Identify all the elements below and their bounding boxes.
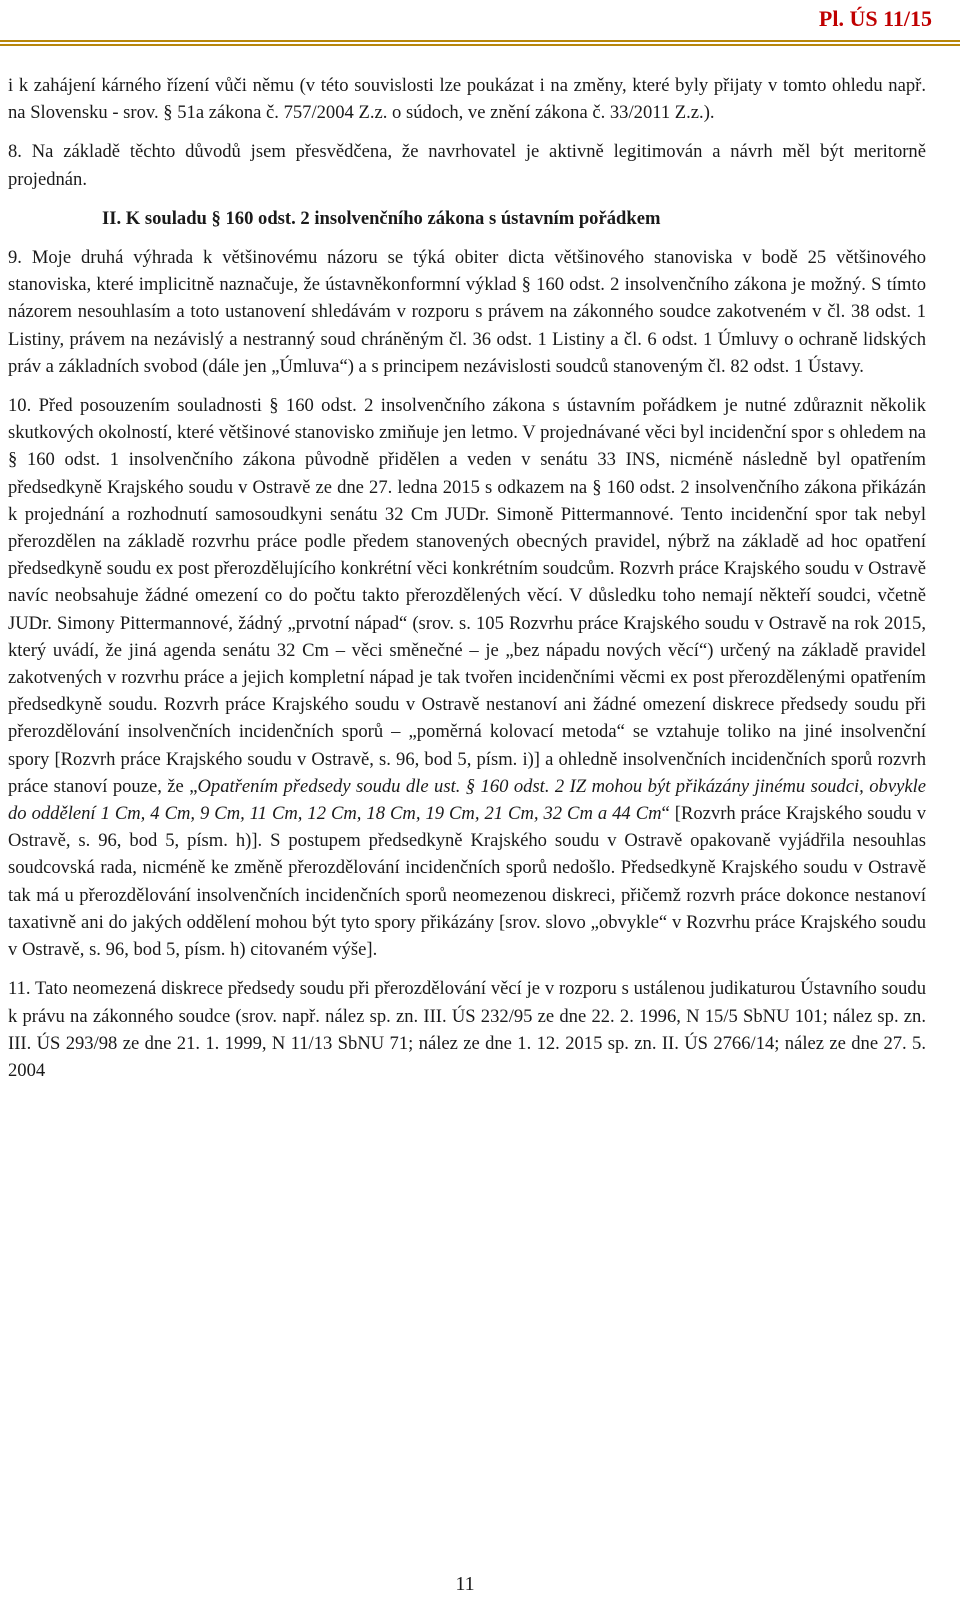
page-number: 11: [455, 1573, 475, 1595]
paragraph-8: 8. Na základě těchto důvodů jsem přesvědčena, že navrhovatel je aktivně legitimován a návrh měl být meritorně projednán.: [8, 141, 926, 190]
paragraph-10-quote-italic: Opatřením předsedy soudu dle ust. § 160 odst. 2 IZ mohou být přikázány jinému soudci, obvykle do oddělení 1 Cm, 4 Cm, 9 Cm, 11 Cm, 12 Cm, 18 Cm, 19 Cm, 21 Cm, 32 Cm a 44 Cm: [8, 775, 926, 825]
paragraph-9: 9. Moje druhá výhrada k většinovému názoru se týká obiter dicta většinového stanoviska v bodě 25 většinového stanoviska, které implicitně naznačuje, že ústavněkonformní výklad § 160 odst. 2 insolvenčního zákona je možný. S tímto názorem nesouhlasím a toto ustanovení shledávám v rozporu s právem na zákonného soudce zakotveném v čl. 38 odst. 1 Listiny, právem na nezávislý a nestranný soud chráněným čl. 36 odst. 1 Listiny a čl. 6 odst. 1 Úmluvy o ochraně lidských práv a základních svobod (dále jen „Úmluva“) a s principem nezávislosti soudců stanoveným čl. 82 odst. 1 Ústavy.: [8, 247, 926, 377]
paragraph-10: [8, 392, 926, 963]
section-heading-ii: II. K souladu § 160 odst. 2 insolvenčního zákona s ústavním pořádkem: [102, 207, 661, 229]
document-body: [8, 72, 926, 1084]
paragraph-continuation: i k zahájení kárného řízení vůči němu (v této souvislosti lze poukázat i na změny, které byly přijaty v tomto ohledu např. na Slovensku - srov. § 51a zákona č. 757/2004 Z.z. o súdoch, ve znění zákona č. 33/2011 Z.z.).: [8, 75, 926, 124]
spacer: [8, 126, 926, 138]
spacer: [8, 380, 926, 392]
spacer: [8, 963, 926, 975]
header-rule: [0, 40, 960, 46]
case-reference: Pl. ÚS 11/15: [818, 6, 932, 31]
paragraph-10-part-a: 10. Před posouzením souladnosti § 160 odst. 2 insolvenčního zákona s ústavním pořádkem je nutné zdůraznit několik skutkových okolností, které většinové stanovisko zmiňuje jen letmo. V projednávané věci byl incidenční spor s ohledem na § 160 odst. 1 insolvenčního zákona původně přidělen a veden v senátu 33 INS, nicméně následně byl opatřením předsedkyně Krajského soudu v Ostravě ze dne 27. ledna 2015 s odkazem na § 160 odst. 2 insolvenčního zákona přikázán k projednání a rozhodnutí samosoudkyni senátu 32 Cm JUDr. Simoně Pittermannové. Tento incidenční spor tak nebyl přerozdělen na základě rozvrhu práce podle předem stanovených obecných pravidel, nýbrž na základě ad hoc opatření předsedkyně soudu ex post přerozdělujícího konkrétní věci konkrétním soudcům. Rozvrh práce Krajského soudu v Ostravě navíc neobsahuje žádné omezení co do počtu takto přerozdělených věcí. V důsledku toho nemají někteří soudci, včetně JUDr. Simony Pittermannové, žádný „prvotní nápad“ (srov. s. 105 Rozvrhu práce Krajského soudu v Ostravě na rok 2015, který uvádí, že jiná agenda senátu 32 Cm – věci směnečné – je „bez nápadu nových věcí“) určený na základě pravidel zakotvených v rozvrhu práce a jejich kompletní nápad je tak tvořen incidenčními věcmi ex post přerozdělenými opatřením předsedkyně soudu. Rozvrh práce Krajského soudu v Ostravě nestanoví ani žádné omezení diskrece předsedy soudu při přerozdělování insolvenčních incidenčních sporů – „poměrná kolovací metoda“ se vztahuje toliko na jiné insolvenční spory [Rozvrh práce Krajského soudu v Ostravě, s. 96, bod 5, písm. i)] a ohledně insolvenčních incidenčních sporů rozvrh práce stanoví pouze, že „: [8, 395, 926, 797]
paragraph-11: 11. Tato neomezená diskrece předsedy soudu při přerozdělování věcí je v rozporu s ustálenou judikaturou Ústavního soudu k právu na zákonného soudce (srov. např. nález sp. zn. III. ÚS 232/95 ze dne 22. 2. 1996, N 15/5 SbNU 101; nález sp. zn. III. ÚS 293/98 ze dne 21. 1. 1999, N 11/13 SbNU 71; nález ze dne 1. 12. 2015 sp. zn. II. ÚS 2766/14; nález ze dne 27. 5. 2004: [8, 978, 926, 1081]
paragraph-10-part-b: “ [Rozvrh práce Krajského soudu v Ostravě, s. 96, bod 5, písm. h)]. S postupem předsedkyně Krajského soudu v Ostravě opakovaně vyjádřila nesouhlas soudcovská rada, nicméně ke změně přerozdělování incidenčních sporů nedošlo. Předsedkyně Krajského soudu v Ostravě tak má u přerozdělování insolvenčních incidenčních sporů neomezenou diskreci, přičemž rozvrh práce dokonce nestanoví taxativně ani do jakých oddělení mohou být tyto spory přikázány [srov. slovo „obvykle“ v Rozvrhu práce Krajského soudu v Ostravě, s. 96, bod 5, písm. h) citovaném výše].: [8, 803, 926, 961]
